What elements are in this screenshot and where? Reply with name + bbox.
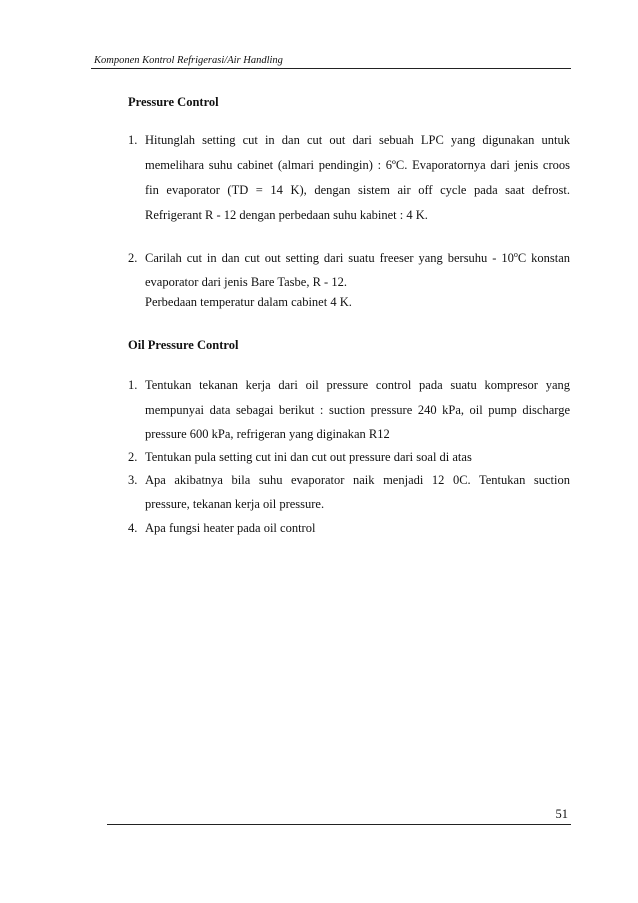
item-text-line: Hitunglah setting cut in dan cut out dari sebuah LPC yang digunakan untuk xyxy=(145,133,570,147)
section-title-pressure-control: Pressure Control xyxy=(128,95,219,109)
item-text-segment: C konstan xyxy=(517,251,570,265)
item-text-line: Apa fungsi heater pada oil control xyxy=(145,521,316,535)
section-title-oil-pressure-control: Oil Pressure Control xyxy=(128,338,239,352)
footer-rule xyxy=(107,824,571,825)
item-text-segment: Carilah cut in dan cut out setting dari suatu freeser yang bersuhu - 10 xyxy=(145,251,514,265)
item-number: 2. xyxy=(128,251,138,265)
item-text-line: Tentukan tekanan kerja dari oil pressure control pada suatu kompresor yang xyxy=(145,378,570,392)
item-number: 2. xyxy=(128,450,138,464)
item-number: 1. xyxy=(128,378,138,392)
item-text-line: mempunyai data sebagai berikut : suction pressure 240 kPa, oil pump discharge xyxy=(145,403,570,417)
item-text-line: evaporator dari jenis Bare Tasbe, R - 12. xyxy=(145,275,347,289)
item-text-line xyxy=(145,251,570,266)
item-number: 1. xyxy=(128,133,138,147)
item-text-line: Apa akibatnya bila suhu evaporator naik menjadi 12 0C. Tentukan suction xyxy=(145,473,570,487)
item-text-line: Perbedaan temperatur dalam cabinet 4 K. xyxy=(145,295,352,309)
header-rule xyxy=(91,68,571,69)
page-number: 51 xyxy=(555,807,568,821)
item-text-line: Refrigerant R - 12 dengan perbedaan suhu kabinet : 4 K. xyxy=(145,208,428,222)
item-text-line: fin evaporator (TD = 14 K), dengan sistem air off cycle pada saat defrost. xyxy=(145,183,570,197)
item-text-line: pressure, tekanan kerja oil pressure. xyxy=(145,497,325,511)
item-text-line: pressure 600 kPa, refrigeran yang diginakan R12 xyxy=(145,427,390,441)
item-text-line: Tentukan pula setting cut ini dan cut out pressure dari soal di atas xyxy=(145,450,472,464)
degree-superscript: o xyxy=(513,250,518,259)
item-number: 4. xyxy=(128,521,138,535)
running-header: Komponen Kontrol Refrigerasi/Air Handling xyxy=(94,55,283,66)
item-text-line: memelihara suhu cabinet (almari pendingin) : 6ºC. Evaporatornya dari jenis croos xyxy=(145,158,570,172)
item-number: 3. xyxy=(128,473,138,487)
